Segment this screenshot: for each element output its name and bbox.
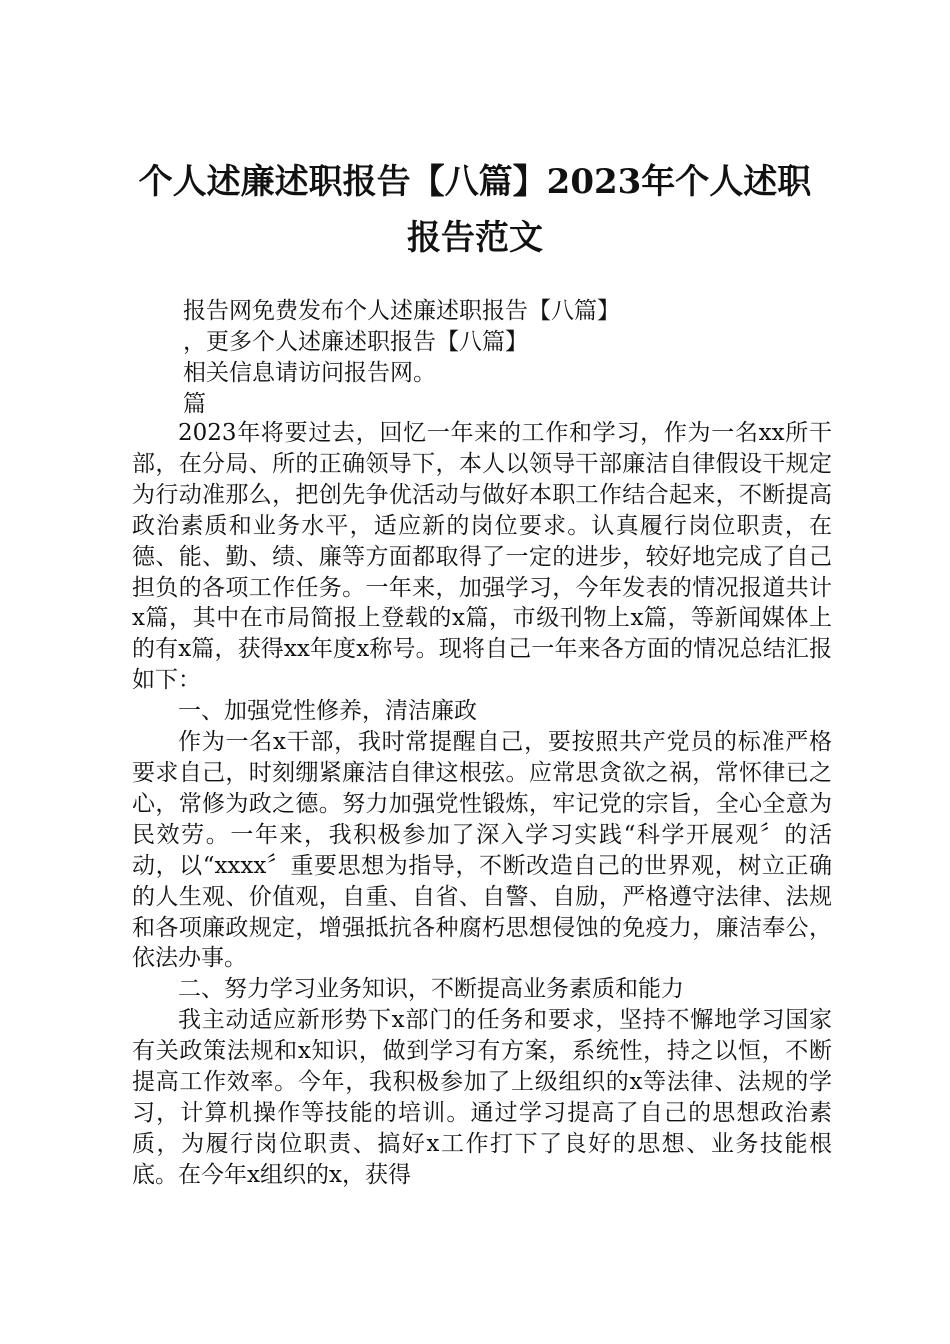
body-paragraph: 作为一名x干部，我时常提醒自己，要按照共产党员的标准严格要求自己，时刻绷紧廉洁自律这根弦。应常思贪欲之祸，常怀律已之心，常修为政之德。努力加强党性锻炼，牢记党的宗旨，全心全意为民效劳。一年来，我积极参加了深入学习实践“科学开展观〞的活动，以“xxxx〞重要思想为指导，不断改造自己的世界观，树立正确的人生观、价值观，自重、自省、自警、自励，严格遵守法律、法规和各项廉政规定，增强抵抗各种腐朽思想侵蚀的免疫力，廉洁奉公，依法办事。 xyxy=(132,729,832,972)
intro-line-3: 相关信息请访问报告网。 xyxy=(183,360,436,386)
section-heading: 一、加强党性修养，清洁廉政 xyxy=(178,698,477,725)
document-title-line-2: 报告范文 xyxy=(407,218,543,258)
body-paragraph: 我主动适应新形势下x部门的任务和要求，坚持不懈地学习国家有关政策法规和x知识，做到学习有方案，系统性，持之以恒，不断提高工作效率。今年，我积极参加了上级组织的x等法律、法规的学习，计算机操作等技能的培训。通过学习提高了自己的思想政治素质，为履行岗位职责、搞好x工作打下了良好的思想、业务技能根底。在今年x组织的x，获得 xyxy=(132,1007,832,1188)
document-body xyxy=(132,418,832,1191)
body-paragraph: 2023年将要过去，回忆一年来的工作和学习，作为一名xx所干部，在分局、所的正确领导下，本人以领导干部廉洁自律假设干规定为行动准那么，把创先争优活动与做好本职工作结合起来，不断提高政治素质和业务水平，适应新的岗位要求。认真履行岗位职责，在德、能、勤、绩、廉等方面都取得了一定的进步，较好地完成了自己担负的各项工作任务。一年来，加强学习，今年发表的情况报道共计x篇，其中在市局简报上登载的x篇，市级刊物上x篇，等新闻媒体上的有x篇，获得xx年度x称号。现将自己一年来各方面的情况总结汇报如下： xyxy=(132,420,832,694)
intro-line-2: ，更多个人述廉述职报告【八篇】 xyxy=(183,329,528,355)
intro-line-4: 篇 xyxy=(183,391,206,417)
document-title-line-1: 个人述廉述职报告【八篇】2023年个人述职 xyxy=(138,162,812,202)
section-heading: 二、努力学习业务知识，不断提高业务素质和能力 xyxy=(178,976,684,1003)
intro-line-1: 报告网免费发布个人述廉述职报告【八篇】 xyxy=(183,298,620,324)
